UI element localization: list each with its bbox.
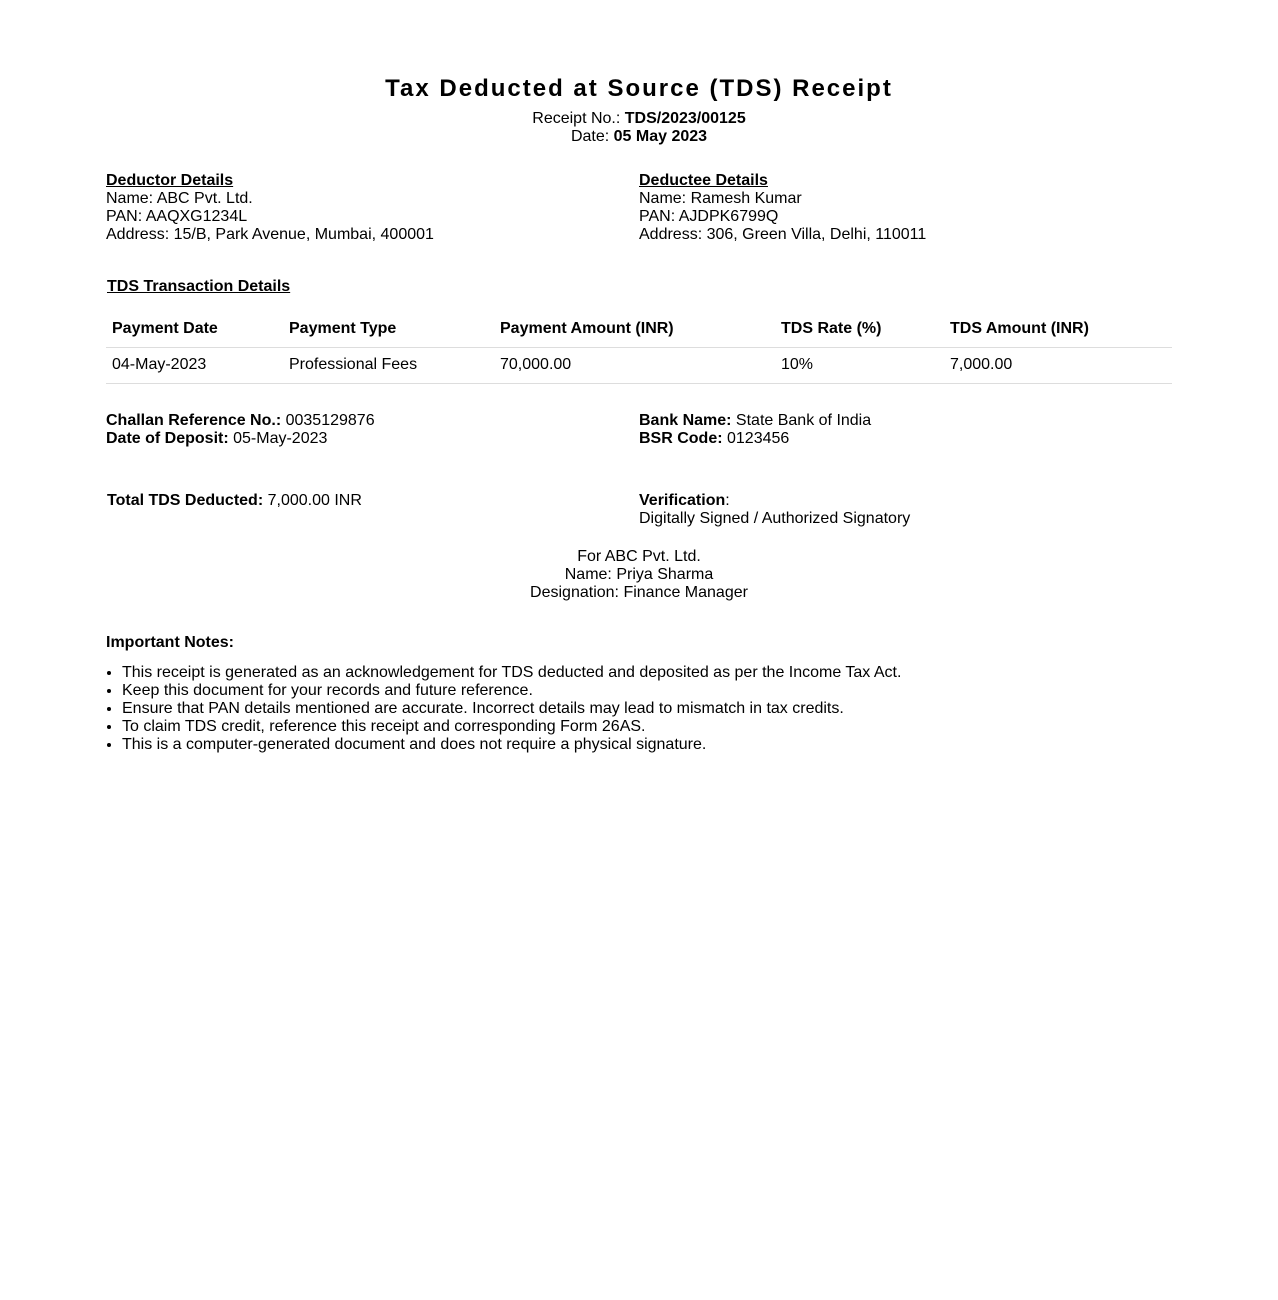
deductee-details: [639, 172, 1172, 244]
verification-label-line: [639, 492, 1172, 510]
list-item: • This receipt is generated as an acknowledgement for TDS deducted and deposited as per the Income Tax Act.: [122, 664, 1172, 682]
receipt-title: Tax Deducted at Source (TDS) Receipt: [385, 75, 893, 102]
deductee-pan: PAN: AJDPK6799Q: [639, 208, 779, 225]
signatory-block: [106, 548, 1172, 602]
deductee-name: Name: Ramesh Kumar: [639, 190, 802, 207]
verification-label: Verification: [639, 492, 726, 509]
cell-payment-date: 04-May-2023: [106, 348, 283, 384]
deductee-heading: Deductee Details: [639, 172, 768, 189]
receipt-number-value: TDS/2023/00125: [624, 110, 746, 127]
list-item: • Ensure that PAN details mentioned are accurate. Incorrect details may lead to mismatch in tax credits.: [122, 700, 1172, 718]
total-tds-line: [106, 492, 639, 510]
receipt-number-line: [106, 110, 1172, 128]
signatory-designation: Designation: Finance Manager: [530, 584, 748, 601]
challan-reference-label: Challan Reference No.:: [106, 412, 282, 429]
important-notes: [106, 634, 1172, 754]
party-details: [106, 172, 1172, 244]
table-header-row: [106, 312, 1172, 348]
verification-value: Digitally Signed / Authorized Signatory: [639, 510, 911, 527]
notes-heading: Important Notes:: [106, 634, 234, 651]
cell-payment-type: Professional Fees: [283, 348, 494, 384]
total-tds: [106, 492, 639, 528]
column-header-payment-date: Payment Date: [106, 312, 283, 348]
transaction-heading: TDS Transaction Details: [107, 278, 291, 295]
bank-name-line: [639, 412, 1172, 430]
receipt-date-value: 05 May 2023: [613, 128, 708, 145]
bsr-code-label: BSR Code:: [639, 430, 723, 447]
verification: [639, 492, 1172, 528]
challan-details: [106, 412, 1172, 448]
deposit-date-line: [106, 430, 639, 448]
receipt-number-label: Receipt No.:: [532, 110, 625, 127]
deductee-address: Address: 306, Green Villa, Delhi, 110011: [639, 226, 927, 243]
table-row: [106, 348, 1172, 384]
bsr-code-line: [639, 430, 1172, 448]
transaction-table: [106, 312, 1172, 384]
bank-name-value: State Bank of India: [731, 412, 872, 429]
bsr-code-value: 0123456: [722, 430, 790, 447]
cell-payment-amount: 70,000.00: [494, 348, 775, 384]
verification-colon: :: [725, 492, 730, 509]
column-header-tds-rate: TDS Rate (%): [775, 312, 944, 348]
bank-name-label: Bank Name:: [639, 412, 732, 429]
challan-reference-value: 0035129876: [281, 412, 375, 429]
notes-list: [106, 664, 1172, 754]
list-item: • Keep this document for your records and future reference.: [122, 682, 1172, 700]
deductor-name: Name: ABC Pvt. Ltd.: [106, 190, 253, 207]
challan-right: [639, 412, 1172, 448]
deposit-date-label: Date of Deposit:: [106, 430, 229, 447]
deductor-address: Address: 15/B, Park Avenue, Mumbai, 400001: [106, 226, 434, 243]
cell-tds-rate: 10%: [775, 348, 944, 384]
deductor-details: [106, 172, 639, 244]
total-tds-value: 7,000.00 INR: [263, 492, 362, 509]
column-header-payment-type: Payment Type: [283, 312, 494, 348]
cell-tds-amount: 7,000.00: [944, 348, 1172, 384]
column-header-payment-amount: Payment Amount (INR): [494, 312, 775, 348]
deposit-date-value: 05-May-2023: [228, 430, 328, 447]
list-item: • To claim TDS credit, reference this receipt and corresponding Form 26AS.: [122, 718, 1172, 736]
total-tds-label: Total TDS Deducted:: [107, 492, 264, 509]
signatory-name: Name: Priya Sharma: [564, 566, 714, 583]
receipt-meta: [106, 110, 1172, 146]
tds-receipt-document: [106, 74, 1172, 754]
column-header-tds-amount: TDS Amount (INR): [944, 312, 1172, 348]
receipt-date-label: Date:: [570, 128, 614, 145]
deductor-pan: PAN: AAQXG1234L: [106, 208, 248, 225]
deductor-heading: Deductor Details: [106, 172, 234, 189]
challan-reference-line: [106, 412, 639, 430]
challan-left: [106, 412, 639, 448]
list-item: • This is a computer-generated document and does not require a physical signature.: [122, 736, 1172, 754]
signatory-for: For ABC Pvt. Ltd.: [577, 548, 701, 565]
receipt-date-line: [106, 128, 1172, 146]
totals-section: [106, 492, 1172, 528]
